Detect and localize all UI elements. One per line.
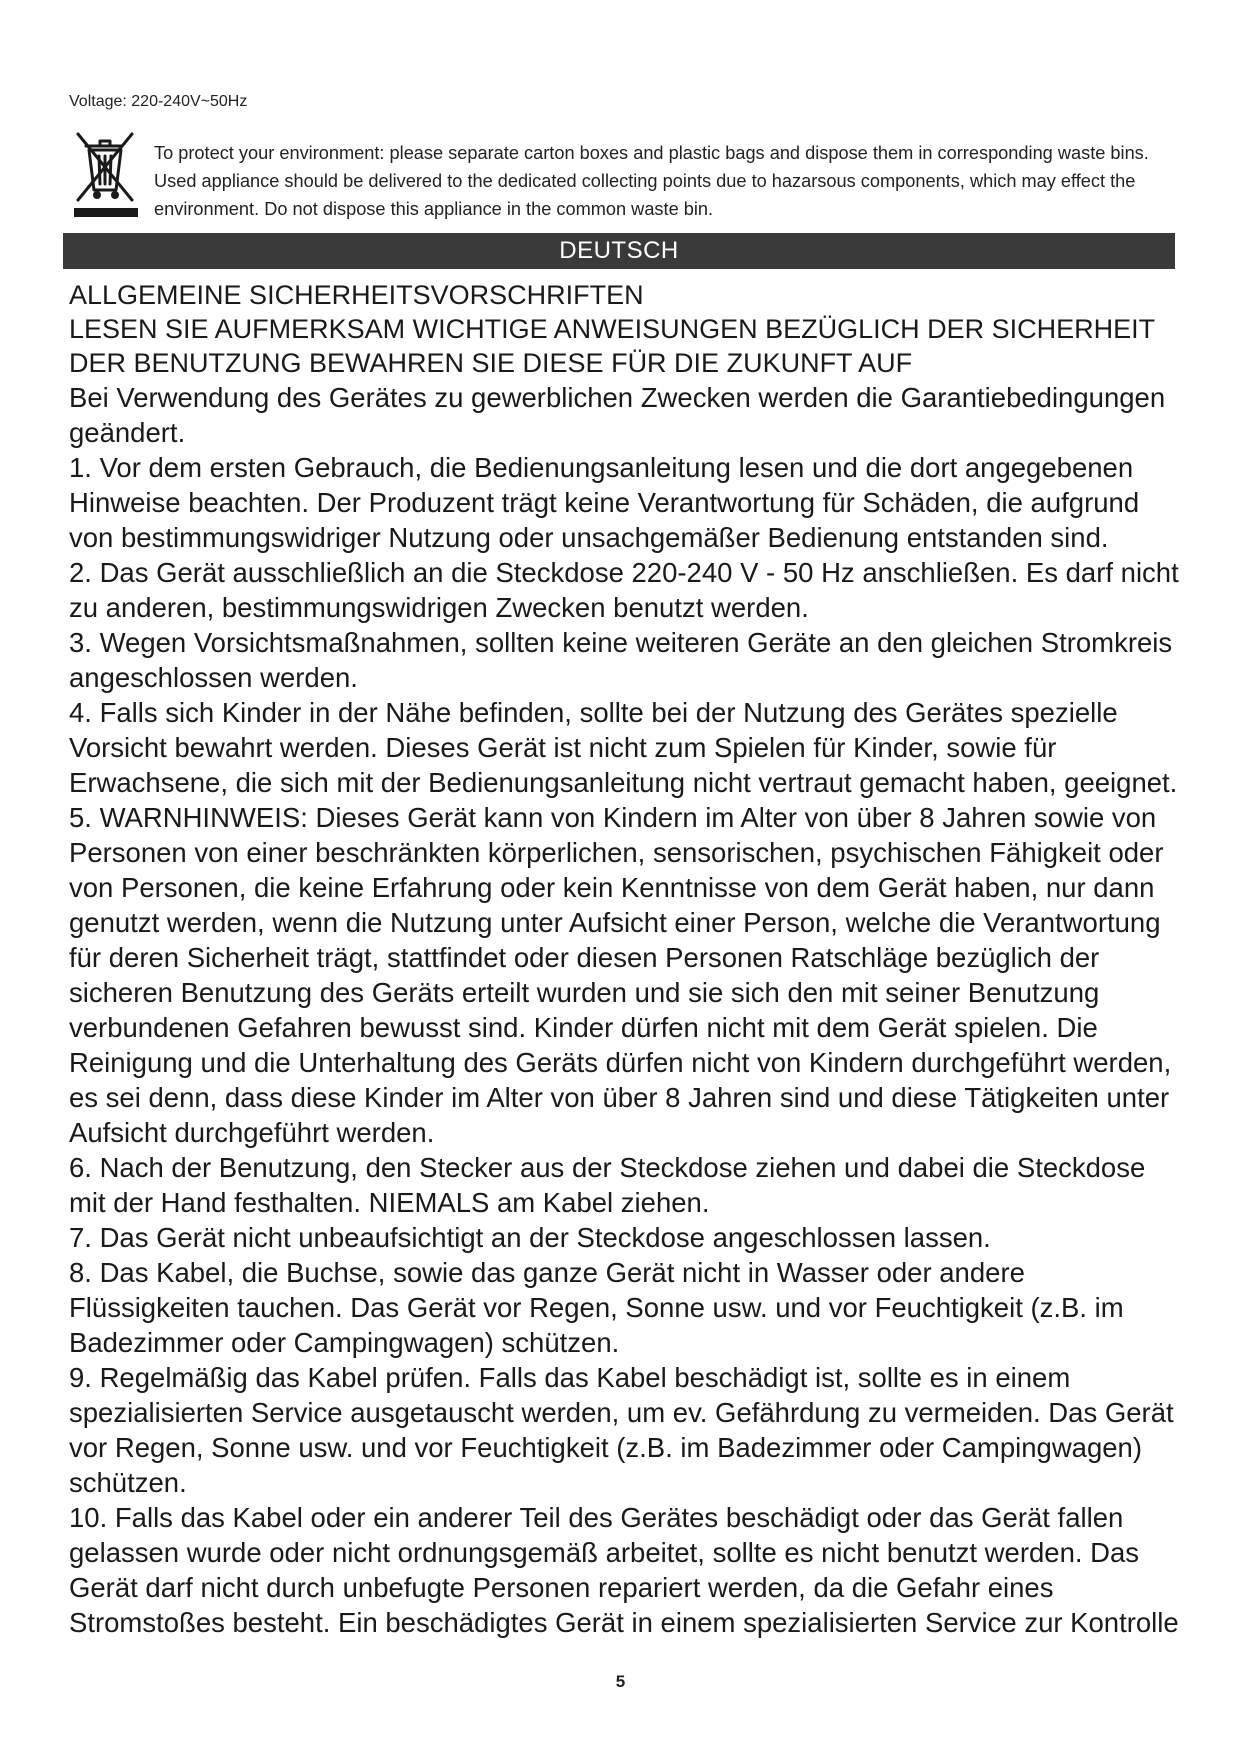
instruction-item: 3. Wegen Vorsichtsmaßnahmen, sollten keine weiteren Geräte an den gleichen Stromkreis angeschlossen werden.: [69, 627, 1173, 693]
section-subtitle-line-2: DER BENUTZUNG BEWAHREN SIE DIESE FÜR DIE ZUKUNFT AUF: [69, 348, 913, 378]
environment-notice: To protect your environment: please separate carton boxes and plastic bags and dispose them in corresponding waste bins. Used appliance should be delivered to the dedicated collecting points due to hazarsous components, which may effect the environment. Do not dispose this appliance in the common waste bin.: [154, 143, 1149, 219]
section-title: ALLGEMEINE SICHERHEITSVORSCHRIFTEN: [69, 280, 644, 310]
crossed-out-wheelie-bin-icon: [72, 128, 140, 218]
instruction-item: 9. Regelmäßig das Kabel prüfen. Falls das Kabel beschädigt ist, sollte es in einem spezialisierten Service ausgetauscht werden, um ev. Gefährdung zu vermeiden. Das Gerät vor Regen, Sonne usw. und vor Feuchtigkeit (z.B. im Badezimmer oder Campingwagen) schützen.: [69, 1362, 1174, 1498]
section-subtitle-line-1: LESEN SIE AUFMERKSAM WICHTIGE ANWEISUNGEN BEZÜGLICH DER SICHERHEIT: [69, 314, 1156, 344]
language-section-header: DEUTSCH: [63, 233, 1175, 269]
page-number: 5: [615, 1672, 626, 1691]
voltage-spec: Voltage: 220-240V~50Hz: [69, 93, 248, 110]
instruction-item: 8. Das Kabel, die Buchse, sowie das ganze Gerät nicht in Wasser oder andere Flüssigkeiten tauchen. Das Gerät vor Regen, Sonne usw. und vor Feuchtigkeit (z.B. im Badezimmer oder Campingwagen) schützen.: [69, 1257, 1124, 1358]
safety-instructions: [69, 278, 1189, 1640]
instruction-item: 1. Vor dem ersten Gebrauch, die Bedienungsanleitung lesen und die dort angegebenen Hinweise beachten. Der Produzent trägt keine Verantwortung für Schäden, die aufgrund von bestimmungswidriger Nutzung oder unsachgemäßer Bedienung entstanden sind.: [69, 452, 1140, 553]
instruction-item: 10. Falls das Kabel oder ein anderer Teil des Gerätes beschädigt oder das Gerät fallen gelassen wurde oder nicht ordnungsgemäß arbeitet, sollte es nicht benutzt werden. Das Gerät darf nicht durch unbefugte Personen repariert werden, da die Gefahr eines Stromstoßes besteht. Ein beschädigtes Gerät in einem spezialisierten Service zur Kontrolle: [69, 1502, 1179, 1638]
intro-paragraph: Bei Verwendung des Gerätes zu gewerblichen Zwecken werden die Garantiebedingungen geändert.: [69, 382, 1166, 448]
instruction-item: 6. Nach der Benutzung, den Stecker aus der Steckdose ziehen und dabei die Steckdose mit der Hand festhalten. NIEMALS am Kabel ziehen.: [69, 1152, 1146, 1218]
instruction-item: 7. Das Gerät nicht unbeaufsichtigt an der Steckdose angeschlossen lassen.: [69, 1222, 991, 1253]
instruction-item: 4. Falls sich Kinder in der Nähe befinden, sollte bei der Nutzung des Gerätes spezielle Vorsicht bewahrt werden. Dieses Gerät ist nicht zum Spielen für Kinder, sowie für Erwachsene, die sich mit der Bedienungsanleitung nicht vertraut gemacht haben, geeignet.: [69, 697, 1178, 798]
instruction-item: 5. WARNHINWEIS: Dieses Gerät kann von Kindern im Alter von über 8 Jahren sowie von Personen von einer beschränkten körperlichen, sensorischen, psychischen Fähigkeit oder von Personen, die keine Erfahrung oder kein Kenntnisse von dem Gerät haben, nur dann genutzt werden, wenn die Nutzung unter Aufsicht einer Person, welche die Verantwortung für deren Sicherheit trägt, stattfindet oder diesen Personen Ratschläge bezüglich der sicheren Benutzung des Geräts erteilt wurden und sie sich den mit seiner Benutzung verbundenen Gefahren bewusst sind. Kinder dürfen nicht mit dem Gerät spielen. Die Reinigung und die Unterhaltung des Geräts dürfen nicht von Kindern durchgeführt werden, es sei denn, dass diese Kinder im Alter von über 8 Jahren sind und diese Tätigkeiten unter Aufsicht durchgeführt werden.: [69, 802, 1172, 1148]
instruction-item: 2. Das Gerät ausschließlich an die Steckdose 220-240 V - 50 Hz anschließen. Es darf nicht zu anderen, bestimmungswidrigen Zwecken benutzt werden.: [69, 557, 1179, 623]
